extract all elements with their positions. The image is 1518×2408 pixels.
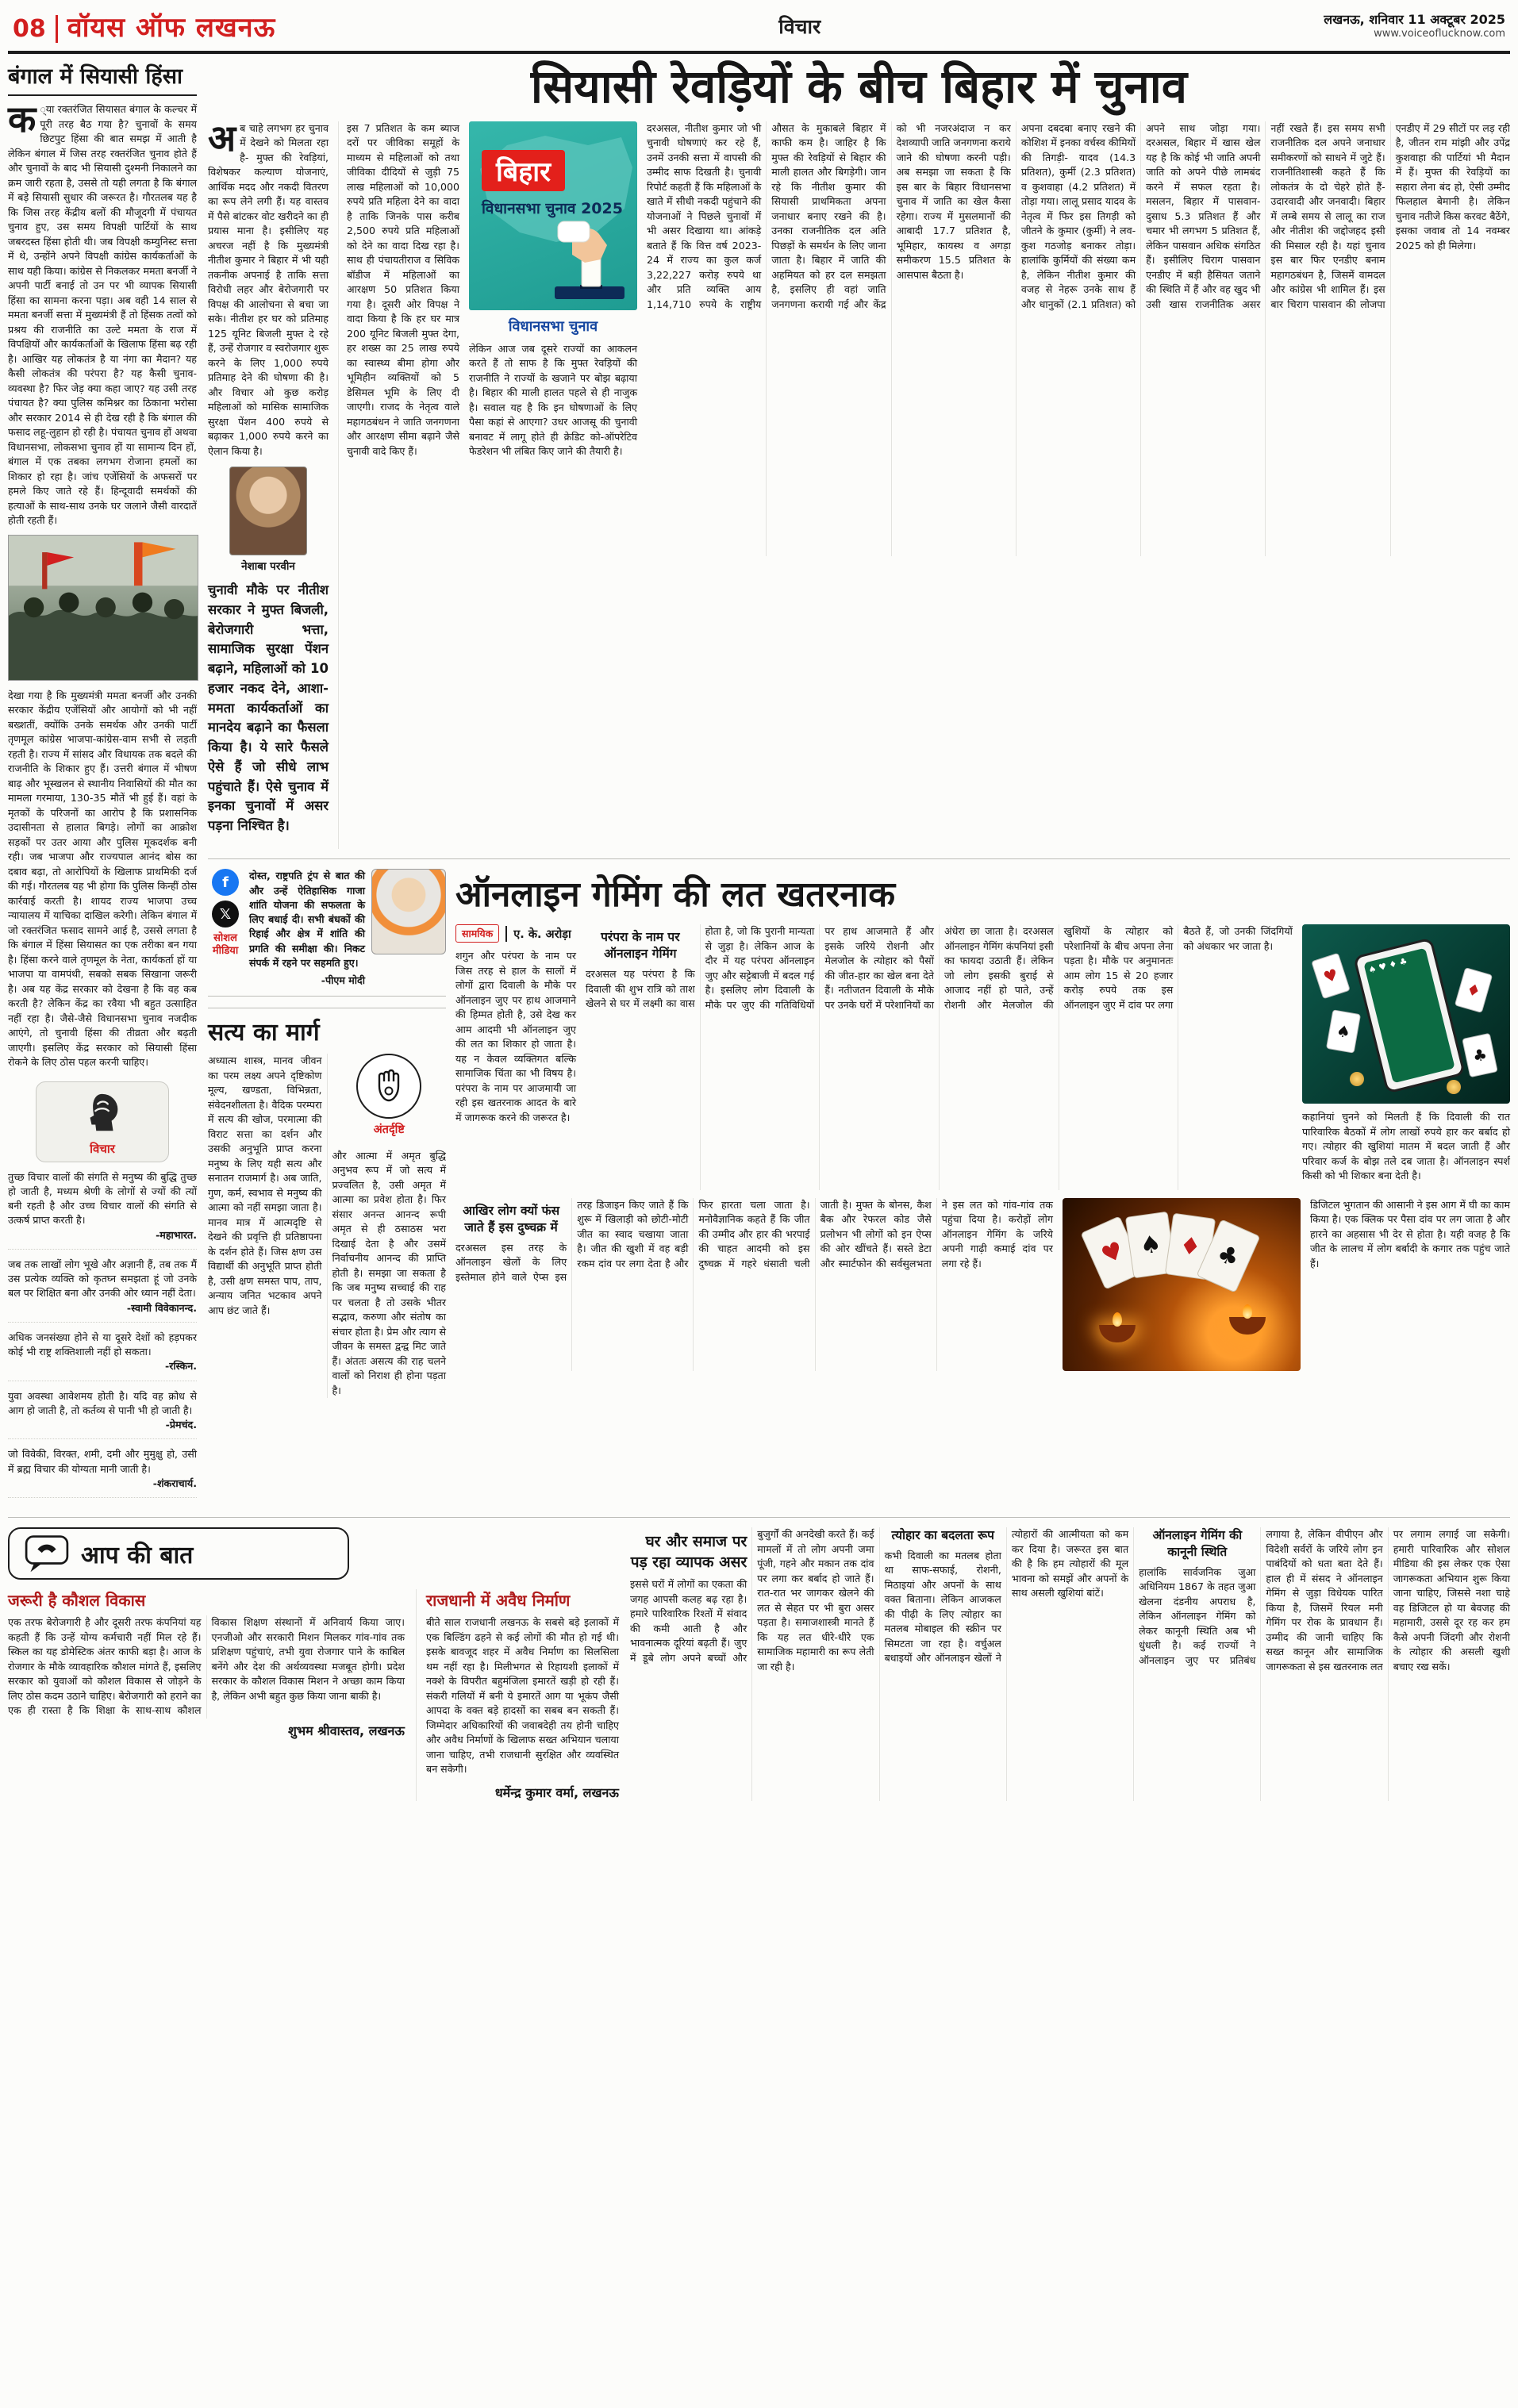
gaming-mid-right-text: डिजिटल भुगतान की आसानी ने इस आग में घी का काम किया है। एक क्लिक पर पैसा दांव पर लग जाता है और हारने का अहसास भी देर से होता है। यही वजह है कि जीत के लालच में लोग बर्बादी के कगार तक पहुंच जाते हैं।	[1310, 1198, 1511, 1269]
satya-article	[208, 1008, 446, 1398]
letter-body: एक तरफ बेरोजगारी है और दूसरी तरफ कंपनियां यह कहती हैं कि उन्हें योग्य कर्मचारी नहीं मिल रहे हैं। स्किल का यह डोमेस्टिक अंतर काफी बड़ा है। आज के रोजगार के मौके व्यावहारिक कौशल मांगते हैं, इसलिए सरकार को युवाओं को कौशल विकास से जोड़ने के लिए ठोस कदम उठाने चाहिए। बेरोजगारी को हराने का एक ही रास्ता है कि शिक्षा के साथ-साथ कौशल विकास शिक्षण संस्थानों में अनिवार्य किया जाए। एनजीओ और सरकारी मिशन मिलकर गांव-गांव तक प्रशिक्षण पहुंचाएं, तभी युवा रोजगार पाने के काबिल बनेंगे और देश की अर्थव्यवस्था मजबूत होगी। प्रदेश सरकार के कौशल विकास मिशन ने अच्छा काम किया है, लेकिन अभी बहुत कुछ किया जाना बाकी है।	[8, 1616, 405, 1716]
bihar-graphic-caption: विधानसभा चुनाव 2025	[482, 199, 623, 217]
facebook-icon: f	[212, 869, 239, 896]
gaming-lead-text: शगुन और परंपरा के नाम पर जिस तरह से हाल के सालों में लोगों द्वारा दिवाली के मौके पर ऑनलाइन जुए पर हाथ आजमाने की हिम्मत होती है, उसे देख कर आम आदमी भी ऑनलाइन जुए की लत का शिकार हो जाता है। यह न केवल व्यक्तिगत बल्कि सामाजिक चिंता का भी विषय है। परंपरा के नाम पर आजमायी जा रही इस खतरनाक आदत के बारे में जागरूक करने की जरूरत है।	[455, 950, 576, 1123]
bihar-article	[208, 116, 1510, 860]
protest-photo	[8, 535, 198, 681]
bihar-lead-para: अब चाहे लगभग हर चुनाव में देखने को मिलता रहा है- मुफ्त की रेवड़ियां, विशेषकर कल्याण योजनाएं, आर्थिक मदद और नकदी वितरण का रूप लेने लगी हैं। यह वास्तव में पैसे बांटकर वोट खरीदने का ही प्रयास माना है। इसीलिए यह अचरज नहीं है कि मुख्यमंत्री नीतीश कुमार ने बिहार में भी यही तकनीक अपनाई है ताकि सत्ता विरोधी लहर और बेरोजगारी पर विपक्ष की आलोचना से बचा जा सके। नीतीश हर घर को प्रतिमाह 125 यूनिट बिजली मुफ्त दे रहे हैं, उन्हें रोजगार व स्वरोजगार शुरू करने के लिए 1,000 रुपये प्रतिमाह देने की घोषणा की है। और विचार ओ कुछ करोड़ महिलाओं को मासिक सामाजिक सुरक्षा पेंशन 400 रुपये से बढ़ाकर 1,000 रुपये करने का ऐलान किया है।	[208, 116, 329, 457]
playing-card: ♦	[1165, 1212, 1216, 1280]
section-title: विचार	[778, 15, 821, 38]
satya-body-2: और आत्मा में अमृत बुद्धि अनुभव रूप में जो सत्य में प्रज्वलित है, उसी अमृत में आत्मा का प्रवेश होता है। फिर संसार अनन्त आनन्द रूपी अमृत से ही ठसाठस भरा दिखाई देता है और उसमें निर्वाचनीय आनन्द की प्राप्ति होती है। समझा जा सकता है कि जब मनुष्य सच्चाई की राह पर चलता है तो उसके भीतर सद्भाव, करुणा और संतोष का संचार होता है। प्रेम और त्याग से जीवन के समस्त द्वन्द्व मिट जाते हैं। अंततः असत्य की राह चलने वालों को निराश ही होना पड़ता है।	[332, 1149, 446, 1396]
content-grid	[8, 54, 1510, 1506]
bengal-article	[8, 60, 197, 1506]
quote-item: अधिक जनसंख्या होने से या दूसरे देशों को हड़पकर कोई भी राष्ट्र शक्तिशाली नहीं हो सकता। -रस्किन.	[8, 1331, 197, 1381]
author-photo	[229, 467, 307, 555]
gaming-body-2: दरअसल इस तरह के ऑनलाइन खेलों के लिए इस्तेमाल होने वाले ऐप्स इस तरह डिजाइन किए जाते हैं कि शुरू में खिलाड़ी को छोटी-मोटी जीत का स्वाद चखाया जाता है। जीत की खुशी में वह बड़ी रकम दांव पर लगा देता है और फिर हारता चला जाता है। मनोवैज्ञानिक कहते हैं कि जीत की उम्मीद और हार की भरपाई की चाहत आदमी को इस दुष्चक्र में गहरे धंसाती चली जाती है। मुफ्त के बोनस, कैश बैक और रेफरल कोड जैसे प्रलोभन भी लोगों को इन ऐप्स की ओर खींचते हैं। सस्ते डेटा और स्मार्टफोन की सर्वसुलभता ने इस लत को गांव-गांव तक पहुंचा दिया है। करोड़ों लोग ऑनलाइन गेमिंग के जरिये अपनी गाढ़ी कमाई दांव पर लगा रहे हैं।	[455, 1198, 1053, 1283]
masthead-left	[13, 8, 275, 44]
letter-item	[8, 1589, 405, 1801]
gaming-lead-column	[455, 924, 576, 1190]
masthead-right	[1324, 12, 1505, 40]
gaming-body-4: कभी दिवाली का मतलब होता था साफ-सफाई, रोशनी, मिठाइयां और अपनों के साथ वक्त बिताना। लेकिन आजकल की पीढ़ी के लिए त्योहार का मतलब मोबाइल की स्क्रीन पर सिमटता जा रहा है। वर्चुअल बधाइयों और ऑनलाइन खेलों ने त्योहारों की आत्मीयता को कम कर दिया है। जरूरत इस बात की है कि हम त्योहारों की मूल भावना को समझें और अपनों के साथ असली खुशियां बांटें।	[884, 1528, 1129, 1665]
gaming-headline: ऑनलाइन गेमिंग की लत खतरनाक	[455, 874, 895, 916]
playing-card: ♠	[1125, 1211, 1176, 1278]
gaming-author-strip	[455, 924, 576, 943]
satya-title: सत्य का मार्ग	[208, 1008, 446, 1047]
bihar-colg-text: लेकिन आज जब दूसरे राज्यों का आकलन करते हैं तो साफ है कि मुफ्त रेवड़ियों की राजनीति ने राज्यों के खजाने पर बोझ बढ़ाया है। बिहार की माली हालत पहले से ही नाजुक है। सवाल यह है कि इन घोषणाओं के लिए पैसा कहां से आएगा? उधर आजसू की चुनावी बनावट में लागू होते ही क्रेडिट को-ऑपरेटिव फेडरेशन भी लंबित किए जाने की तैयारी है।	[469, 342, 637, 458]
aap-ki-baat-section	[8, 1527, 619, 1801]
quote-author: -रस्किन.	[165, 1360, 197, 1373]
gaming-mid-right-column	[1310, 1198, 1510, 1371]
gaming-subhead-1: परंपरा के नाम पर ऑनलाइन गेमिंग	[601, 930, 680, 962]
playing-card: ♥	[1311, 953, 1351, 1000]
quote-item: युवा अवस्था आवेशमय होती है। यदि वह क्रोध से आग हो जाती है, तो कर्तव्य से पानी भी हो जाती है। -प्रेमचंद.	[8, 1389, 197, 1440]
gaming-top-row	[455, 924, 1510, 1190]
page-number: 08	[13, 15, 58, 43]
antardrishti-label: अंतर्दृष्टि	[373, 1123, 405, 1137]
bihar-election-graphic	[469, 121, 637, 310]
gaming-subhead-5: ऑनलाइन गेमिंग की कानूनी स्थिति	[1152, 1528, 1243, 1559]
letters-row	[8, 1589, 619, 1801]
bengal-article-title: बंगाल में सियासी हिंसा	[8, 60, 197, 96]
social-post-text: दोस्त, राष्ट्रपति ट्रंप से बात की और उन्हें ऐतिहासिक गाजा शांति योजना की सफलता के लिए बधाई दी। सभी बंधकों की रिहाई और क्षेत्र में शांति की प्रगति की समीक्षा की। निकट संपर्क में रहने पर सहमति हुए। -पीएम मोदी	[249, 869, 365, 988]
satya-columns	[208, 1054, 446, 1398]
letter-signature: धर्मेन्द्र कुमार वर्मा, लखनऊ	[494, 1784, 619, 1800]
website-url: www.voiceoflucknow.com	[1374, 27, 1505, 40]
gaming-article-continuation	[630, 1527, 1510, 1801]
bihar-dropcap: अ	[208, 116, 236, 159]
bihar-col-lead	[208, 116, 329, 850]
quote-author: -स्वामी विवेकानन्द.	[126, 1301, 197, 1314]
author-card	[208, 467, 329, 573]
phone-screen: ♠ ♥ ♦ ♣	[1363, 948, 1455, 1084]
bengal-dropcap: क	[8, 98, 37, 140]
bengal-para-1: क ्या रक्तरंजित सियासत बंगाल के कल्चर में पूरी तरह बैठ गया है? चुनावों के समय छिटपुट हिंसा की बात समझ में आती है लेकिन बंगाल में जिस तरह रक्तरंजित चुनाव होते हैं और चुनावों के बाद भी सियासी दुश्मनी निकालने का क्रम जारी रहता है, उससे तो यही लगता है कि बंगाल में बड़े सियासी सुधार की जरूरत है। गौरतलब यह है कि जिस तरह केंद्रीय बलों की मौजूदगी में पंचायत चुनाव हुए, उस समय विपक्षी पार्टियों के साथ जबरदस्त हिंसा होती थी। जब विपक्षी कम्युनिस्ट सत्ता में थे, उन्होंने अपने विपक्षी कांग्रेस कार्यकर्ताओं के साथ यही किया। कांग्रेस से निकलकर ममता बनर्जी ने अपनी पार्टी बनाई तो उन पर भी व्यापक सियासी हिंसा का सामना करना पड़ा। अब वही 14 साल से ममता बनर्जी सत्ता में मुख्यमंत्री हैं तो हिंसक तत्वों को प्रश्रय की राजनीति का उल्टे ममता के राज में विपक्षियों और कार्यकर्ताओं के खिलाफ हिंसा बढ़ रही है। आखिर यह लोकतंत्र है या नंगा का मैदान? यह कैसी लोकतंत्र की परंपरा है? यह कैसी चुनाव-व्यवस्था है? फिर जेड़ क्या कहा जाए? यह उसी तरह पंचायत है? क्या पुलिस कमिश्नर का ठिकाना भरोसा और सरकार 2014 से ही देख रही है कि बंगाल की फसाद लहू-लुहान हो रही है। पंचायत चुनाव हों अथवा विधानसभा, लोकसभा चुनाव हों या सामान्य दिन हों, बंगाल में एक तबका लगभग रोजाना हमलों का शिकार हो रहा है। जांच एजेंसियों के अफसरों पर हमले किए जाते रहे हैं। हिन्दूवादी समर्थकों की हत्याओं के साथ-साथ उनके घर जलाने जैसी वारदातें होती रहती हैं।	[8, 98, 197, 526]
bihar-bold-intro: चुनावी मौके पर नीतीश सरकार ने मुफ्त बिजली, बेरोजगारी भत्ता, सामाजिक सुरक्षा पेंशन बढ़ाने, महिलाओं को 10 हजार नकद देने, आशा-ममता कार्यकर्ताओं का मानदेय बढ़ाने का फैसला किया है। ये सारे फैसले ऐसे हैं जो सीधे लाभ पहुंचाते हैं। ऐसे चुनाव में इनका चुनावों में असर पड़ना निश्चित है।	[208, 582, 329, 834]
bihar-graphic-caption-below: विधानसभा चुनाव	[508, 317, 598, 335]
paper-name: वॉयस ऑफ लखनऊ	[67, 12, 276, 44]
social-media-box	[208, 869, 446, 997]
letter-body: बीते साल राजधानी लखनऊ के सबसे बड़े इलाकों में एक बिल्डिंग ढहने से कई लोगों की मौत हो गई थी। इसके बावजूद शहर में अवैध निर्माण का सिलसिला थम नहीं रहा है। मिलीभगत से रिहायशी इलाकों में नक्शे के विपरीत बहुमंजिला इमारतें खड़ी हो रही हैं। संकरी गलियों में बनी ये इमारतें आग या भूकंप जैसी आपदा के वक्त बड़े हादसों का सबब बन सकती हैं। जिम्मेदार अधिकारियों की जवाबदेही तय होनी चाहिए और अवैध निर्माणों के खिलाफ सख्त अभियान चलाया जाना चाहिए, तभी राजधानी सुरक्षित और व्यवस्थित बन सकेगी।	[426, 1616, 619, 1775]
mid-row	[208, 869, 1510, 1398]
letter-item	[416, 1589, 619, 1801]
phone-gambling-photo	[1302, 924, 1510, 1104]
vichar-label: विचार	[90, 1141, 115, 1156]
playing-card: ♣	[1196, 1219, 1260, 1292]
bihar-graphic-col	[469, 121, 637, 850]
aap-ki-baat-header	[8, 1527, 349, 1580]
hamsa-icon	[356, 1054, 421, 1119]
date-line: लखनऊ, शनिवार 11 अक्टूबर 2025	[1324, 11, 1505, 27]
bihar-col2-text: इस 7 प्रतिशत के कम ब्याज दरों पर जीविका समूहों के माध्यम से महिलाओं को तथा जीविका दीदियों से जुड़ी 75 लाख महिलाओं को 10,000 रुपये प्रति महिला देने का वादा है ताकि जिनके पास करीब 2,500 रुपये प्रति महिलाओं को देने का वादा दिख रहा है। साथ ही पंचायतीराज व सिविक बॉडीज में महिलाओं का आरक्षण 50 प्रतिशत किया गया है। दूसरी ओर विपक्ष ने वादा किया है कि हर घर मात्र 200 यूनिट बिजली मुफ्त देगा, हर शख्स का 25 लाख रुपये का स्वास्थ्य बीमा होगा और भूमिहीन व्यक्तियों को 5 डेसिमल भूमि के लिए दी जाएगी। राजद के नेतृत्व वाले महागठबंधन ने जाति जनगणना और आरक्षण सीमा बढ़ाने जैसे चुनावी वादे किए हैं।	[347, 121, 459, 457]
letter-title: राजधानी में अवैध निर्माण	[426, 1591, 571, 1610]
quote-item: तुच्छ विचार वालों की संगति से मनुष्य की बुद्धि तुच्छ हो जाती है, मध्यम श्रेणी के लोगों से ज्यों की त्यों बनी रहती है और उच्च विचार वालों की संगति से उत्कर्ष प्राप्त करती है। -महाभारत.	[8, 1170, 197, 1250]
x-icon: 𝕏	[212, 901, 239, 927]
gaming-phone-col-text: कहानियां चुनने को मिलती हैं कि दिवाली की रात पारिवारिक बैठकों में लोग लाखों रुपये हार कर बर्बाद हो गए। त्योहार की खुशियां मातम में बदल जाती हैं और परिवार कर्ज के बोझ तले दब जाता है। ऑनलाइन स्पर्श किसी को भी शिकार बना देती है।	[1302, 1111, 1510, 1182]
modi-photo	[371, 869, 446, 954]
gaming-kicker: सामयिक	[455, 924, 499, 943]
bihar-body-columns	[647, 121, 1510, 556]
gaming-body-1: दरअसल यह परंपरा है कि दिवाली की शुभ रात्रि को ताश खेलने से घर में लक्ष्मी का वास होता है, जो कि पुरानी मान्यता से जुड़ा है। लेकिन आज के दौर में यह परंपरा ऑनलाइन जुए और सट्टेबाजी में बदल गई है। इसलिए लोग दिवाली के मौके पर जुए की गतिविधियों पर हाथ आजमाते हैं और इसके जरिये रोशनी और मेलजोल के त्योहार को पैसों की जीत-हार का खेल बना देते हैं। नतीजतन दिवाली के मौके पर उनके घरों में परेशानियों का अंधेरा छा जाता है। दरअसल ऑनलाइन गेमिंग कंपनियां इसी का फायदा उठाती हैं। लेकिन जो लोग इसकी बुराई से आजाद नहीं हो पाते, उन्हें रोशनी और मेलजोल की खुशियों के त्योहार को परेशानियों के बीच अपना लेना पड़ता है। मौके पर अनुमानतः आम लोग 15 से 20 हजार करोड़ रुपये तक इस ऑनलाइन जुए में दांव पर लगा बैठते हैं, जो उनकी जिंदगियों को अंधकार भर जाता है।	[586, 925, 1293, 1011]
letter-title: जरूरी है कौशल विकास	[8, 1591, 146, 1610]
bihar-headline: सियासी रेवड़ियों के बीच बिहार में चुनाव	[530, 60, 1188, 113]
bihar-graphic-state: बिहार	[482, 150, 565, 191]
diyas-cards-photo	[1063, 1198, 1301, 1371]
playing-card: ♣	[1462, 1033, 1498, 1077]
gaming-body-3: इससे घरों में लोगों का एकता की जगह आपसी कलह बढ़ रहा है। हमारे पारिवारिक रिश्तों में संवाद की कमी आती है और भावनात्मक दूरियां बढ़ती हैं। जुए में डूबे लोग अपने बच्चों और बुजुर्गों की अनदेखी करते हैं। कई मामलों में तो लोग अपनी जमा पूंजी, गहने और मकान तक दांव पर लगा कर बर्बाद हो जाते हैं। रात-रात भर जागकर खेलने की लत से सेहत पर भी बुरा असर पड़ता है। समाजशास्त्री मानते हैं कि यह लत धीरे-धीरे एक सामाजिक महामारी का रूप लेती जा रही है।	[630, 1528, 874, 1673]
bihar-col-2	[338, 121, 459, 850]
playing-card: ♠	[1326, 1010, 1361, 1054]
bihar-body-2: अपना दबदबा बनाए रखने की कोशिश में इनका वर्चस्व कीमियों की तिगड़ी- यादव (14.3 प्रतिशत), कुर्मी (2.3 प्रतिशत) व कुशवाहा (4.2 प्रतिशत) में तोड़ा गया। लालू प्रसाद यादव के नेतृत्व में फिर इस तिगड़ी को जीतने के कुमार (कुर्मी) ने लव-कुश गठजोड़ बनाकर तोड़ा। हालांकि कुर्मियों की संख्या कम है, लेकिन नीतीश कुमार की वजह से नेहरू उनके साथ हैं और धानुकों (2.1 प्रतिशत) को अपने साथ जोड़ा गया। दरअसल, बिहार में खास खेल यह है कि कोई भी जाति अपनी जाति को अपने पीछे लामबंद करने में सफल रहता है। मसलन, बिहार में पासवान-दुसाध 5.3 प्रतिशत हैं और चमार भी लगभग 5 प्रतिशत हैं, लेकिन पासवान अधिक संगठित हैं। इसीलिए चिराग पासवान एनडीए में बड़ी हैसियत जताने की स्थिति में हैं और वह खुद भी उसी खास राजनीतिक असर नहीं रखते हैं। इस समय सभी राजनीतिक दल अपने जनाधार समीकरणों को साधने में जुटे हैं। राजनीतिशास्त्री कहते हैं कि लोकतंत्र के दो चेहरे होते हैं- उदारवादी और जनवादी। बिहार में लम्बे समय से लालू का राज और नीतीश की जद्दोजहद इसी की मिसाल रही है। यहां चुनाव इस बार फिर एनडीए बनाम महागठबंधन है, जिसमें वामदल और कांग्रेस भी शामिल हैं। इस बार चिराग पासवान की लोजपा एनडीए में 29 सीटों पर लड़ रही है, जीतन राम मांझी और उपेंद्र कुशवाहा की पार्टियां भी मैदान में हैं। मुफ्त की रेवड़ियों का सहारा लेना बंद हो, ऐसी उम्मीद फिलहाल बेमानी है। लेकिन चुनाव नतीजे किस करवट बैठेंगे, इसका जवाब तो 14 नवम्बर 2025 को ही मिलेगा।	[1020, 121, 1510, 310]
letter-columns	[8, 1615, 405, 1719]
aap-ki-baat-title: आप की बात	[81, 1541, 194, 1569]
social-media-label: सोशल मीडिया	[212, 932, 239, 957]
letter-signature: शुभम श्रीवास्तव, लखनऊ	[287, 1722, 405, 1738]
protest-photo-shapes	[9, 536, 198, 681]
quote-author: -महाभारत.	[156, 1228, 197, 1241]
gaming-subhead-3: घर और समाज पर पड़ रहा व्यापक असर	[630, 1533, 747, 1571]
phone-shape	[1353, 938, 1466, 1094]
gaming-subhead-4: त्योहार का बदलता रूप	[891, 1528, 994, 1542]
satya-body-1: अध्यात्म शास्त्र, मानव जीवन का परम लक्ष्य अपने दृष्टिकोण मूल्य, खण्डता, विभिन्नता, संवेदनशीलता है। वैदिक परम्परा में सत्य की खोज, परमात्मा की विराट सत्ता का दर्शन और उसकी अनुभूति प्राप्त करना मनुष्य के लिए यही सत्य और सनातन राजमार्ग है। अब जाति, गुण, कर्म, स्वभाव से मनुष्य की आत्मा को नहीं समझा जाता है। मानव मात्र में आत्मदृष्टि से देखने की प्रवृत्ति ही प्रतिष्ठापना के दर्शन होते हैं। जिस क्षण उस विद्यार्थी की अनुभूति प्राप्त होती है, उसी क्षण समस्त पाप, ताप, अन्याय जनित भटकाव अपने आप छंट जाते हैं।	[208, 1054, 322, 1316]
playing-card: ♥	[1080, 1216, 1144, 1289]
gaming-body-columns	[586, 924, 1293, 1190]
gaming-body-5: हालांकि सार्वजनिक जुआ अधिनियम 1867 के तहत जुआ खेलना दंडनीय अपराध है, लेकिन ऑनलाइन गेमिंग को लेकर कानूनी स्थिति अब भी धुंधली है। कई राज्यों ने ऑनलाइन जुए पर प्रतिबंध लगाया है, लेकिन वीपीएन और विदेशी सर्वरों के जरिये लोग इन पाबंदियों को धता बता देते हैं। हाल ही में संसद ने ऑनलाइन गेमिंग से जुड़ा विधेयक पारित किया है, जिसमें रियल मनी गेमिंग पर रोक के प्रावधान हैं। उम्मीद की जानी चाहिए कि सख्त कानून और सामाजिक जागरूकता से इस खतरनाक लत पर लगाम लगाई जा सकेगी। हमारी पारिवारिक और सोशल मीडिया की इस लेकर एक ऐसा जागरूकता अभियान शुरू किया जाना चाहिए, जिससे नशा चाहे वह डिजिटल हो या बेवजह की महामारी, उससे दूर रह कर हम कैसे अपनी जिंदगी और रोशनी के त्योहार की असली खुशी बचाए रख सकें।	[1139, 1528, 1510, 1673]
brain-icon	[79, 1090, 125, 1136]
antardrishti-badge	[332, 1054, 447, 1139]
bihar-body-1: दरअसल, नीतीश कुमार जो भी चुनावी घोषणाएं कर रहे हैं, उनमें उनकी सत्ता में वापसी की उम्मीद साफ दिखती है। चुनावी रिपोर्ट कहती हैं कि महिलाओं के खाते में सीधी नकदी पहुंचाने की योजनाओं ने पिछले चुनावों में भी असर दिखाया था। आंकड़े बताते हैं कि वित्त वर्ष 2023-24 में राज्य का कुल कर्ज 3,22,227 करोड़ रुपये था और प्रति व्यक्ति आय 1,14,710 रुपये के राष्ट्रीय औसत के मुकाबले बिहार में काफी कम है। जाहिर है कि मुफ्त की रेवड़ियों से बिहार की माली हालत और बिगड़ेगी। जान रहे कि नीतीश कुमार की सियासी प्राथमिकता अपना जनाधार बनाए रखने की है। उनका राजनीतिक दल अति पिछड़ों के समर्थन के लिए जाना जाता है। बिहार में जाति की अहमियत को हर दल समझता है, इसलिए ही वहां जाति जनगणना करायी गई और केंद्र को भी नजरअंदाज न कर देशव्यापी जाति जनगणना कराये जाने की घोषणा करनी पड़ी। अब समझा जा सकता है कि इस बार के बिहार विधानसभा चुनाव में जाति का खेल कैसा रहेगा। राज्य में मुसलमानों की आबादी 17.7 प्रतिशत है, भूमिहार, कायस्थ व अगड़ा समीकरण 15.5 प्रतिशत के आसपास बैठता है।	[647, 121, 1011, 310]
gaming-subhead-2: आखिर लोग क्यों फंस जाते हैं इस दुष्चक्र में	[463, 1203, 560, 1235]
vote-hand-icon	[540, 220, 636, 307]
quote-author: -प्रेमचंद.	[165, 1419, 197, 1431]
gaming-article	[455, 869, 1510, 1398]
coin-shape	[1350, 1072, 1364, 1086]
author-name: नेशाबा परवीन	[241, 560, 295, 574]
quote-item: जो विवेकी, विरक्त, शमी, दमी और मुमुक्षु हो, उसी में ब्रह्म विचार की योग्यता मानी जाती है। -शंकराचार्य.	[8, 1447, 197, 1498]
gaming-phone-column	[1302, 924, 1510, 1190]
gaming-mid-columns	[455, 1198, 1053, 1371]
diya-lamp	[1099, 1325, 1136, 1342]
social-icon-column	[208, 869, 243, 988]
social-signature: -पीएम मोदी	[321, 974, 365, 987]
gaming-mid-row	[455, 1198, 1510, 1371]
quote-author: -शंकराचार्य.	[152, 1477, 197, 1489]
masthead	[8, 5, 1510, 54]
bengal-para-2: देखा गया है कि मुख्यमंत्री ममता बनर्जी और उनकी सरकार केंद्रीय एजेंसियों और आयोगों को भी नहीं बख्शतीं, क्योंकि उनके समर्थक और उनकी पार्टी तृणमूल कांग्रेस भाजपा-कांग्रेस-वाम सभी से लड़ती रहती है। राज्य में सांसद और विधायक तक बदले की राजनीति के शिकार हुए हैं। उत्तरी बंगाल में भीषण बाढ़ और भूस्खलन से स्थानीय निवासियों की मौत का मामला गरमाया, 130-35 मौतें भी हुई हैं। वहां के मृतकों के परिजनों का आरोप है कि प्रशासनिक उदासीनता से हालात बिगड़े। लोगों का आक्रोश सड़कों पर उतर आया और पुलिस मूकदर्शक बनी रही। जब भाजपा और राज्यपाल आनंद बोस का दबाव बढ़ा, तो आरोपियों के खिलाफ प्राथमिकी दर्ज की गई। गौरतलब यह भी होगा कि पुलिस किन्हीं ठोस कार्रवाई करती है। शायद राज्य भाजपा उच्च न्यायालय में याचिका दाखिल करेगी। लेकिन बंगाल में जो रक्तरंजित फसाद सामने आई है, उससे लगता है कि बंगाल में हिंसा सियासत का एक तरीका बन गया है। हिंसा करने वाले तृणमूल के नेता, कार्यकर्ता हों या भाजपा या वामपंथी, सबको सबक सिखाना जरूरी है। अब यह केंद्र सरकार को देखना है कि वह कब करती है? लेकिन केंद्र का रवैया भी बहुत उत्साहित नहीं रहा है। जैसे-जैसे विधानसभा चुनाव नजदीक आएंगे, तो चुनावी हिंसा की तीव्रता और बढ़ती जाएगी। इसलिए केंद्र सरकार को सियासी हिंसा रोकने के लिए ठोस पहल करनी चाहिए।	[8, 689, 197, 1068]
speech-bubble-phone-icon	[24, 1534, 70, 1573]
main-area	[208, 60, 1510, 1506]
left-stack	[208, 869, 446, 1398]
coin-shape	[1447, 1080, 1461, 1094]
playing-card: ♦	[1455, 967, 1493, 1013]
quote-item: जब तक लाखों लोग भूखे और अज्ञानी हैं, तब तक मैं उस प्रत्येक व्यक्ति को कृतघ्न समझता हूं जो उनके बल पर शिक्षित बना और उनकी ओर ध्यान नहीं देता। -स्वामी विवेकानन्द.	[8, 1258, 197, 1323]
vichar-quote-box	[36, 1081, 169, 1162]
diya-lamp	[1229, 1317, 1266, 1335]
bottom-row	[8, 1517, 1510, 1801]
gaming-author: ए. के. अरोड़ा	[505, 926, 571, 942]
